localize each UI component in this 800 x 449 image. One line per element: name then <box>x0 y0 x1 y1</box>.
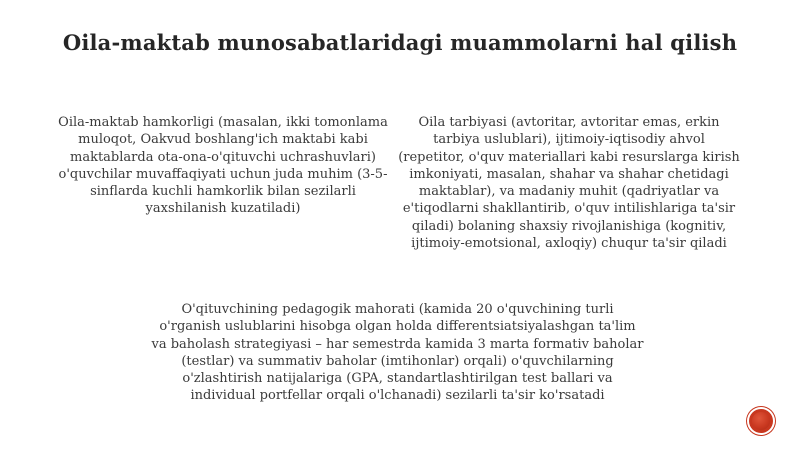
circle-button-inner <box>752 412 770 430</box>
left-text-block: Oila-maktab hamkorligi (masalan, ikki tomonlama muloqot, Oakvud boshlang'ich maktabi kabi maktablarda ota-ona-o'qituvchi uchrashuvlari) o'quvchilar muvaffaqiyati uchun juda muhim (3-5-sinflarda kuchli hamkorlik bilan sezilarli yaxshilanish kuzatiladi) <box>58 115 388 217</box>
bottom-text-block: O'qituvchining pedagogik mahorati (kamida 20 o'quvchining turli o'rganish uslublarini hisobga olgan holda differentsiatsiyalashgan ta'lim va baholash strategiyasi – har semestrda kamida 3 marta formativ baholar (testlar) va summativ baholar (imtihonlar) orqali) o'quvchilarning o'zlashtirish natijalariga (GPA, standartlashtirilgan test ballari va individual portfellar orqali o'lchanadi) sezilarli ta'sir ko'rsatadi <box>151 302 644 404</box>
circle-button-icon[interactable] <box>749 409 773 433</box>
right-text-block: Oila tarbiyasi (avtoritar, avtoritar emas, erkin tarbiya uslublari), ijtimoiy-iqtisodiy ahvol (repetitor, o'quv materiallari kabi resurslarga kirish imkoniyati, masalan, shahar va shahar chetidagi maktablar), va madaniy muhit (qadriyatlar va e'tiqodlarni shakllantirib, o'quv intilishlariga ta'sir qiladi) bolaning shaxsiy rivojlanishiga (kognitiv, ijtimoiy-emotsional, axloqiy) chuqur ta'sir qiladi <box>398 115 740 252</box>
slide-title: Oila-maktab munosabatlaridagi muammolarni hal qilish <box>62 30 738 55</box>
